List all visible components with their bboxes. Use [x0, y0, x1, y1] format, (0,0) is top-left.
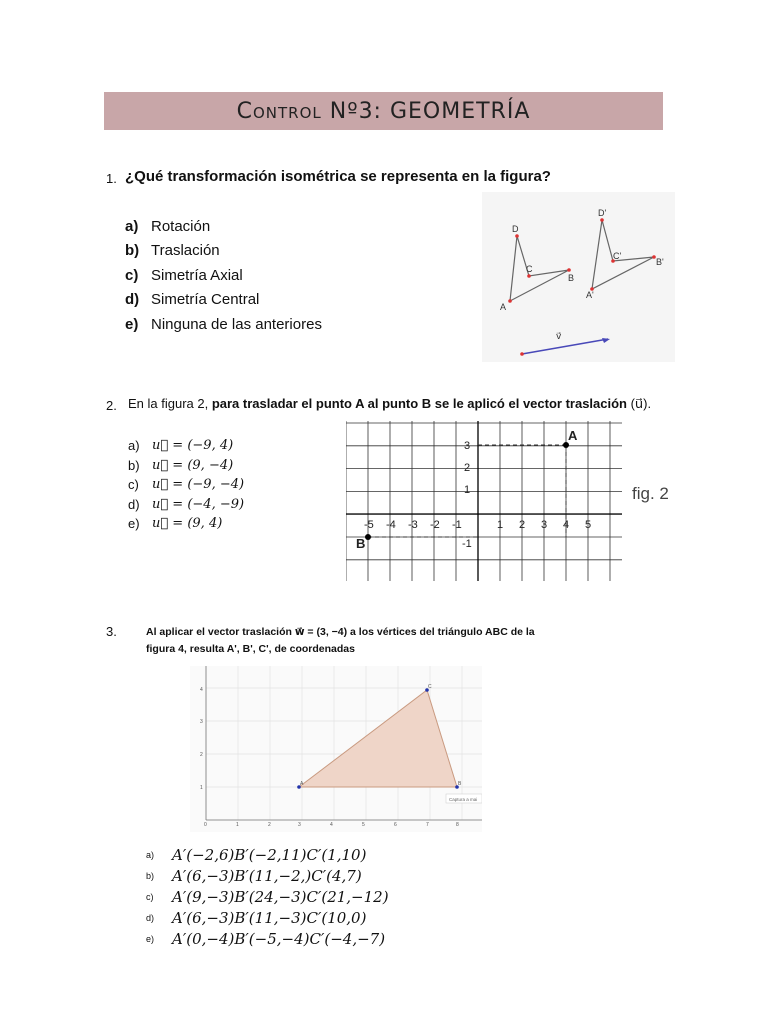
y-tick: 3 — [200, 719, 203, 725]
question-1-text: ¿Qué transformación isométrica se representa en la figura? — [125, 168, 551, 185]
x-tick: 6 — [394, 822, 397, 828]
page-title: Control Nº3: GEOMETRÍA — [236, 98, 531, 124]
option-1e[interactable]: e) Ninguna de las anteriores — [125, 315, 322, 333]
option-2e[interactable]: e) u⃗ = (9, 4) — [128, 516, 223, 532]
x-tick: -1 — [452, 519, 462, 531]
label-D: D — [512, 224, 519, 234]
x-tick: -4 — [386, 519, 396, 531]
label-C: C — [526, 264, 533, 274]
option-1c[interactable]: c) Simetría Axial — [125, 266, 243, 284]
x-tick: -2 — [430, 519, 440, 531]
question-1-options — [125, 214, 322, 337]
y-tick: 4 — [200, 687, 203, 693]
question-3-text: Al aplicar el vector traslación w⃗ = (3, −4) a los vértices del triángulo ABC de la figura 4, resulta A', B', C', de coordenadas — [146, 626, 535, 655]
title-bar — [104, 92, 663, 130]
point-B-label: B — [356, 536, 366, 551]
option-3e[interactable]: e) A′(0,−4)B′(−5,−4)C′(−4,−7) — [146, 929, 386, 948]
capture-label: Captura a mai — [449, 797, 478, 802]
option-3d[interactable]: d) A′(6,−3)B′(11,−3)C′(10,0) — [146, 908, 367, 927]
question-1-number: 1. — [106, 171, 117, 186]
vertex-A-label: A — [300, 781, 304, 787]
label-v: v⃗ — [556, 331, 562, 341]
x-tick: -5 — [364, 519, 374, 531]
x-tick: 5 — [585, 519, 592, 531]
point-A-label: A — [568, 428, 578, 443]
option-2a[interactable]: a) u⃗ = (−9, 4) — [128, 438, 234, 454]
x-tick: 5 — [362, 822, 365, 828]
y-tick: 2 — [200, 752, 203, 758]
question-2-options — [128, 436, 244, 534]
label-A: A — [500, 302, 507, 312]
x-tick: 0 — [204, 822, 207, 828]
question-3-number: 3. — [106, 624, 117, 639]
figure-1-translation — [482, 192, 675, 362]
option-1d[interactable]: d) Simetría Central — [125, 291, 260, 309]
option-3b[interactable]: b) A′(6,−3)B′(11,−2,)C′(4,7) — [146, 866, 362, 885]
y-tick: 1 — [464, 484, 471, 496]
y-tick: 3 — [464, 440, 471, 452]
vertex-C-label: C — [428, 684, 432, 690]
fig-2-label: fig. 2 — [632, 484, 669, 503]
option-1b[interactable]: b) Traslación — [125, 242, 220, 260]
x-tick: 1 — [236, 822, 239, 828]
label-D-prime: D' — [598, 208, 607, 218]
option-3a[interactable]: a) A′(−2,6)B′(−2,11)C′(1,10) — [146, 845, 367, 864]
question-3-options — [146, 844, 389, 949]
x-tick: -3 — [408, 519, 418, 531]
vertex-B-label: B — [458, 781, 462, 787]
figure-4-triangle — [190, 666, 482, 832]
label-A-prime: A' — [586, 290, 594, 300]
x-tick: 8 — [456, 822, 459, 828]
x-tick: 3 — [298, 822, 301, 828]
figure-2-grid — [346, 421, 622, 581]
label-B-prime: B' — [656, 257, 664, 267]
label-B: B — [568, 273, 575, 283]
y-tick: 2 — [464, 462, 471, 474]
x-tick: 1 — [497, 519, 504, 531]
x-tick: 4 — [330, 822, 333, 828]
y-tick: -1 — [462, 538, 472, 550]
x-tick: 2 — [268, 822, 271, 828]
x-tick: 2 — [519, 519, 526, 531]
x-tick: 3 — [541, 519, 548, 531]
option-2b[interactable]: b) u⃗ = (9, −4) — [128, 457, 234, 473]
option-1a[interactable]: a) Rotación — [125, 217, 211, 235]
y-tick: 1 — [200, 785, 203, 791]
question-2-text: En la figura 2, para trasladar el punto A al punto B se le aplicó el vector traslación (u⃗). — [128, 396, 652, 411]
option-2d[interactable]: d) u⃗ = (−4, −9) — [128, 496, 245, 512]
x-tick: 7 — [426, 822, 429, 828]
question-2-number: 2. — [106, 398, 117, 413]
x-tick: 4 — [563, 519, 570, 531]
option-2c[interactable]: c) u⃗ = (−9, −4) — [128, 477, 245, 493]
label-C-prime: C' — [613, 251, 622, 261]
option-3c[interactable]: c) A′(9,−3)B′(24,−3)C′(21,−12) — [146, 887, 389, 906]
